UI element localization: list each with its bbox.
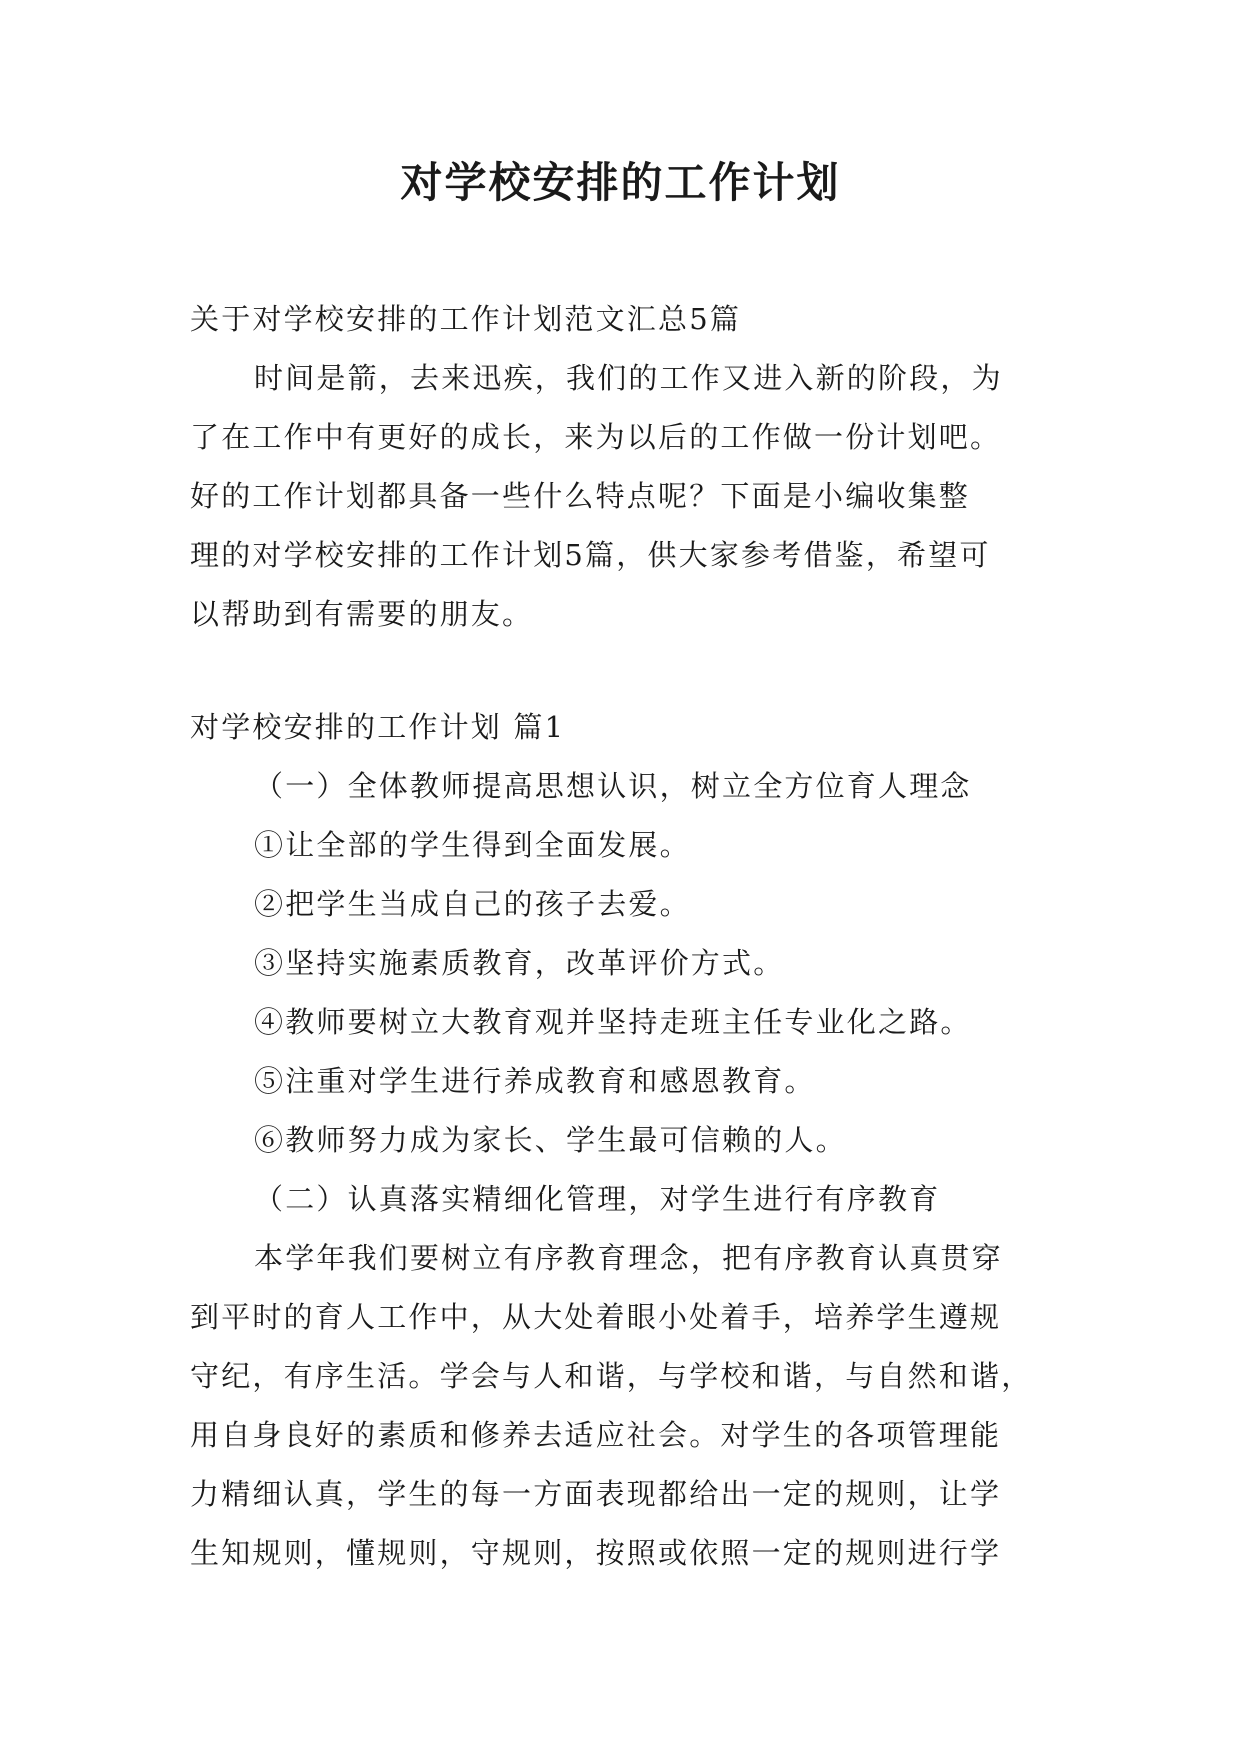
intro-line: 理的对学校安排的工作计划5篇，供大家参考借鉴，希望可 xyxy=(190,538,991,572)
intro-line: 时间是箭，去来迅疾，我们的工作又进入新的阶段，为 xyxy=(254,361,1003,395)
intro-line: 了在工作中有更好的成长，来为以后的工作做一份计划吧。 xyxy=(190,420,1002,454)
paragraph-line: 生知规则，懂规则，守规则，按照或依照一定的规则进行学 xyxy=(190,1536,1002,1570)
list-item: ③坚持实施素质教育，改革评价方式。 xyxy=(254,946,785,980)
part-heading: （二）认真落实精细化管理，对学生进行有序教育 xyxy=(254,1182,941,1216)
intro-line: 好的工作计划都具备一些什么特点呢？下面是小编收集整 xyxy=(190,479,971,513)
document-title: 对学校安排的工作计划 xyxy=(400,158,841,207)
document-body xyxy=(190,290,1070,1583)
document-subtitle: 关于对学校安排的工作计划范文汇总5篇 xyxy=(190,302,742,336)
intro-line: 以帮助到有需要的朋友。 xyxy=(190,597,534,631)
section-heading: 对学校安排的工作计划 篇1 xyxy=(190,710,566,744)
section-spacer xyxy=(190,644,1070,698)
part-heading: （一）全体教师提高思想认识，树立全方位育人理念 xyxy=(254,769,972,803)
list-item: ②把学生当成自己的孩子去爱。 xyxy=(254,887,691,921)
list-item: ④教师要树立大教育观并坚持走班主任专业化之路。 xyxy=(254,1005,972,1039)
paragraph-line: 力精细认真，学生的每一方面表现都给出一定的规则，让学 xyxy=(190,1477,1002,1511)
list-item: ①让全部的学生得到全面发展。 xyxy=(254,828,691,862)
paragraph-line: 本学年我们要树立有序教育理念，把有序教育认真贯穿 xyxy=(254,1241,1003,1275)
list-item: ⑥教师努力成为家长、学生最可信赖的人。 xyxy=(254,1123,847,1157)
paragraph-line: 到平时的育人工作中，从大处着眼小处着手，培养学生遵规 xyxy=(190,1300,1002,1334)
paragraph-line: 用自身良好的素质和修养去适应社会。对学生的各项管理能 xyxy=(190,1418,1002,1452)
paragraph-line: 守纪，有序生活。学会与人和谐，与学校和谐，与自然和谐， xyxy=(190,1359,1033,1393)
list-item: ⑤注重对学生进行养成教育和感恩教育。 xyxy=(254,1064,816,1098)
